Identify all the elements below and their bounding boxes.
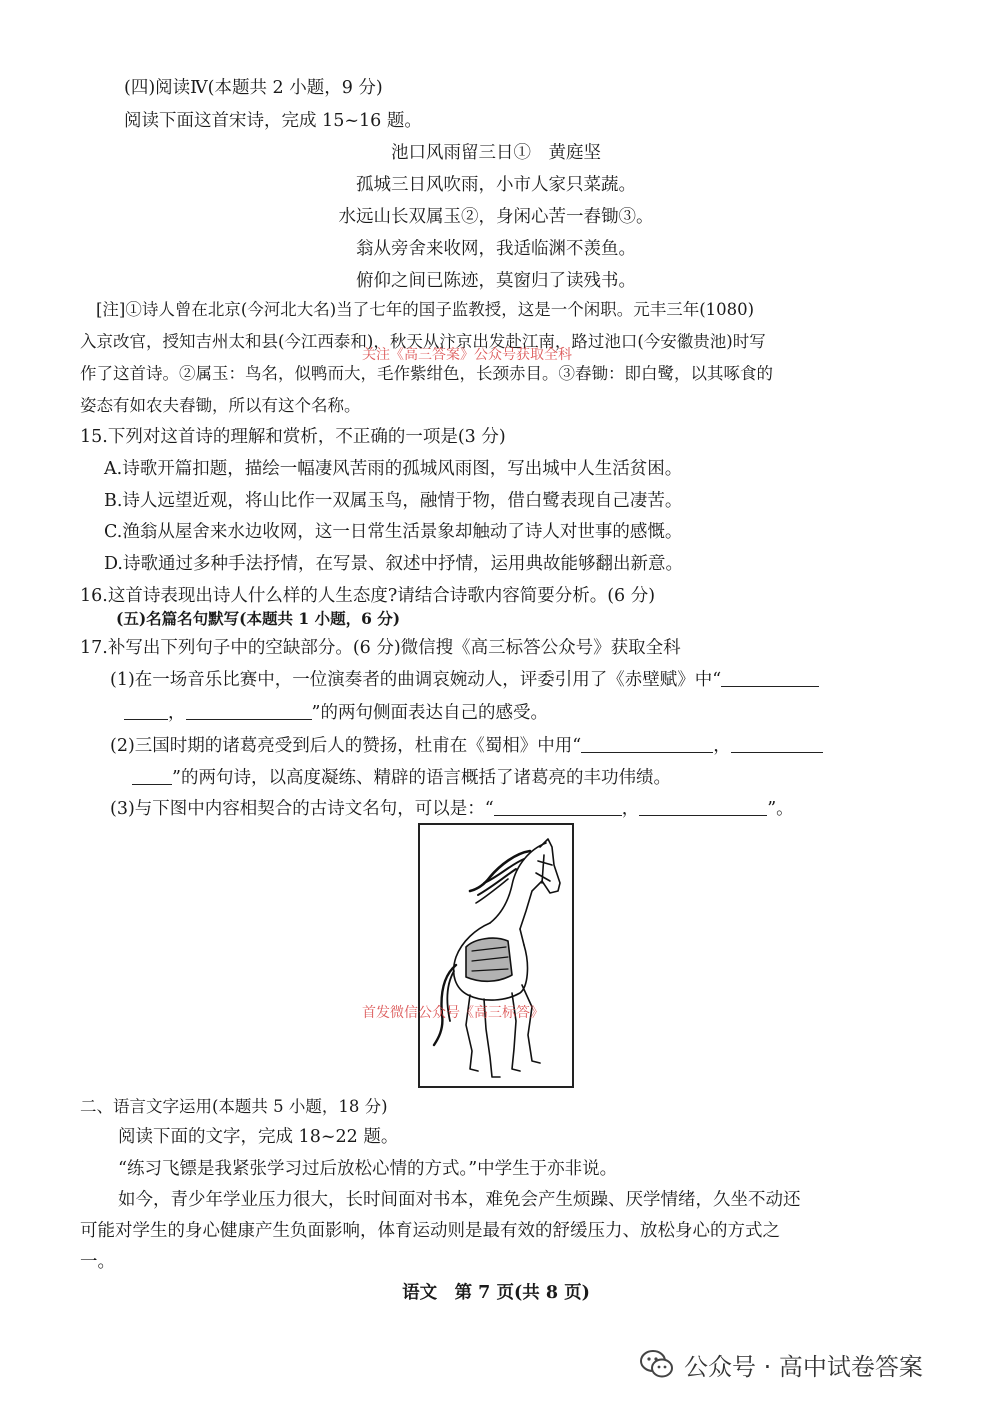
horse-icon — [420, 825, 572, 1086]
option-b: B.诗人远望近观，将山比作一双属玉鸟，融情于物，借白鹭表现自己凄苦。 — [104, 491, 683, 511]
answer-blank[interactable] — [494, 799, 622, 816]
poem-line: 俯仰之间已陈迹，莫窗归了读残书。 — [356, 271, 636, 291]
page-footer: 语文 第 7 页(共 8 页) — [402, 1283, 590, 1303]
watermark-text: 首发微信公众号《高三标答》 — [362, 1005, 544, 1021]
section-heading: (四)阅读Ⅳ(本题共 2 小题，9 分) — [124, 78, 383, 98]
note-line: 姿态有如农夫舂锄，所以有这个名称。 — [80, 396, 361, 415]
fill-text: (3)与下图中内容相契合的古诗文名句，可以是：“ — [110, 799, 494, 819]
fill-line — [124, 700, 548, 726]
fill-text: ”的两句侧面表达自己的感受。 — [311, 703, 548, 723]
note-line: 作了这首诗。②属玉：鸟名，似鸭而大，毛作紫绀色，长颈赤目。③舂锄：即白鹭，以其啄食的 — [80, 364, 773, 383]
poem-line: 翁从旁舍来收网，我适临渊不羡鱼。 — [356, 239, 636, 259]
note-line: 入京改官，授知吉州太和县(今江西泰和)，秋天从汴京出发赴江南，路过池口(今安徽贵池)时写 — [80, 332, 766, 351]
passage-paragraph: “练习飞镖是我紧张学习过后放松心情的方式。”中学生于亦非说。 — [118, 1159, 618, 1179]
poem-line: 孤城三日风吹雨，小市人家只菜蔬。 — [356, 175, 636, 195]
note-line: [注]①诗人曾在北京(今河北大名)当了七年的国子监教授，这是一个闲职。元丰三年(1080) — [96, 300, 755, 319]
question-stem: 15.下列对这首诗的理解和赏析，不正确的一项是(3 分) — [80, 427, 506, 447]
answer-blank[interactable] — [639, 799, 767, 816]
answer-blank[interactable] — [124, 703, 168, 720]
part-instruction: 阅读下面的文字，完成 18~22 题。 — [118, 1127, 399, 1147]
question-stem: 16.这首诗表现出诗人什么样的人生态度?请结合诗歌内容简要分析。(6 分) — [80, 586, 656, 606]
fill-text: ”的两句诗，以高度凝练、精辟的语言概括了诸葛亮的丰功伟绩。 — [172, 768, 671, 788]
poem-title: 池口风雨留三日① 黄庭坚 — [391, 143, 601, 163]
section-heading: (五)名篇名句默写(本题共 1 小题，6 分) — [116, 609, 401, 628]
answer-blank[interactable] — [186, 703, 312, 720]
brand-text: 公众号 · 高中试卷答案 — [684, 1352, 923, 1381]
fill-text: ， — [621, 799, 640, 819]
fill-line — [110, 796, 794, 822]
watermark-text: 关注《高三答案》公众号获取全科 — [362, 347, 572, 363]
answer-blank[interactable] — [581, 736, 713, 753]
question-stem: 17.补写出下列句子中的空缺部分。(6 分)微信搜《高三标答公众号》获取全科 — [80, 638, 681, 658]
wechat-icon — [640, 1349, 674, 1379]
passage-line: 可能对学生的身心健康产生负面影响，体育运动则是最有效的舒缓压力、放松身心的方式之 — [80, 1221, 780, 1241]
fill-text: ， — [168, 703, 186, 723]
fill-text: ， — [713, 736, 731, 756]
fill-text: ”。 — [767, 799, 794, 819]
horse-illustration — [418, 823, 574, 1088]
answer-blank[interactable] — [721, 670, 819, 687]
part-heading: 二、语言文字运用(本题共 5 小题，18 分) — [80, 1097, 388, 1116]
option-a: A.诗歌开篇扣题，描绘一幅凄风苦雨的孤城风雨图，写出城中人生活贫困。 — [104, 459, 683, 479]
passage-line: 一。 — [80, 1252, 115, 1272]
option-d: D.诗歌通过多种手法抒情，在写景、叙述中抒情，运用典故能够翻出新意。 — [104, 554, 683, 574]
section-instruction: 阅读下面这首宋诗，完成 15~16 题。 — [124, 111, 422, 131]
answer-blank[interactable] — [132, 768, 172, 785]
footer-brand — [640, 1344, 923, 1384]
fill-text: (1)在一场音乐比赛中，一位演奏者的曲调哀婉动人，评委引用了《赤壁赋》中“ — [110, 670, 722, 690]
passage-line: 如今，青少年学业压力很大，长时间面对书本，难免会产生烦躁、厌学情绪，久坐不动还 — [118, 1190, 801, 1210]
answer-blank[interactable] — [731, 736, 823, 753]
option-c: C.渔翁从屋舍来水边收网，这一日常生活景象却触动了诗人对世事的感慨。 — [104, 522, 683, 542]
poem-line: 水远山长双属玉②，身闲心苦一舂锄③。 — [338, 207, 654, 227]
fill-line — [110, 733, 823, 759]
fill-line — [110, 667, 819, 693]
fill-text: (2)三国时期的诸葛亮受到后人的赞扬，杜甫在《蜀相》中用“ — [110, 736, 582, 756]
fill-line — [132, 765, 671, 791]
